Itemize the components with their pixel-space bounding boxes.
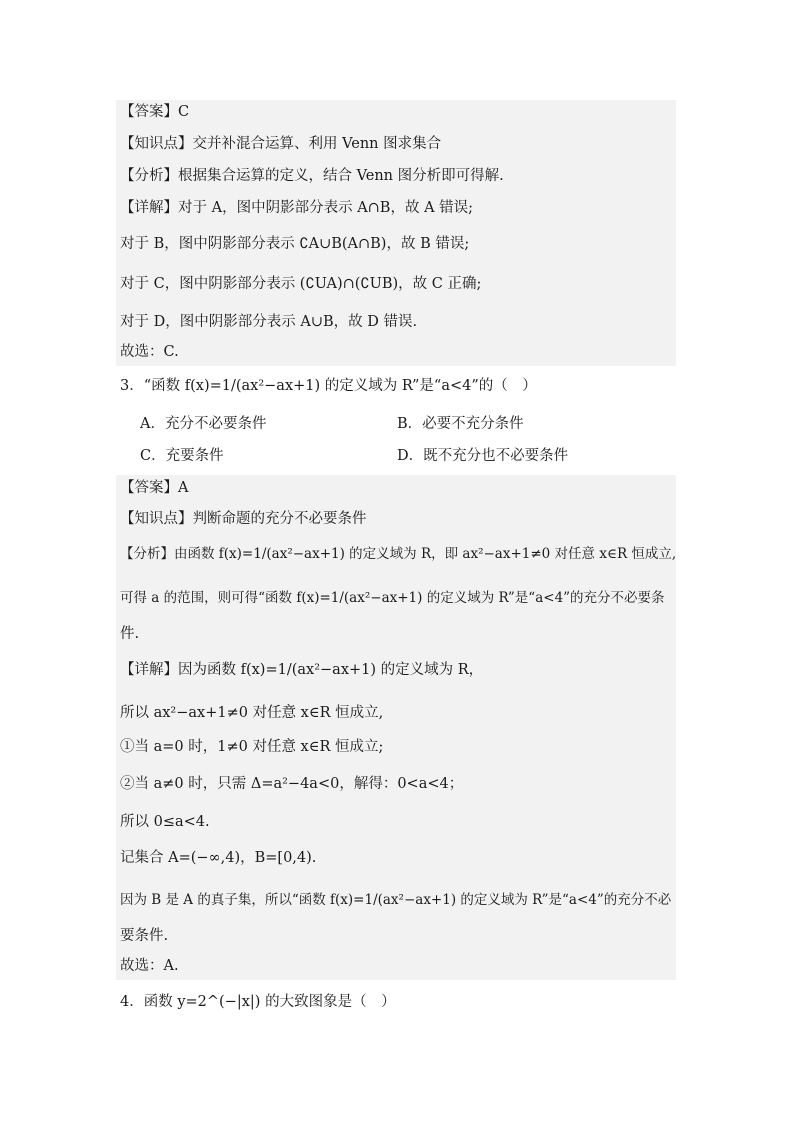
q3-detail-8: 要条件.	[120, 928, 169, 944]
q3-detail-5: 所以 0≤a<4.	[120, 814, 210, 830]
q3-detail-4: ②当 a≠0 时，只需 Δ=a²−4a<0，解得：0<a<4；	[120, 776, 464, 792]
q3-detail-6: 记集合 A=(−∞,4)，B=[0,4).	[120, 850, 317, 866]
q2-knowledge: 【知识点】交并补混合运算、利用 Venn 图求集合	[120, 136, 442, 152]
q3-detail-1: 【详解】因为函数 f(x)=1/(ax²−ax+1) 的定义域为 R，	[120, 662, 484, 678]
q2-conclusion: 故选：C.	[120, 344, 179, 360]
q3-option-d: D．既不充分也不必要条件	[397, 448, 569, 464]
q4-stem: 4．函数 y=2^(−|x|) 的大致图象是（ ）	[120, 994, 396, 1010]
q3-analysis-1: 【分析】由函数 f(x)=1/(ax²−ax+1) 的定义域为 R，即 ax²−ax+1≠0 对任意 x∈R 恒成立,	[120, 546, 677, 562]
q3-stem: 3．“函数 f(x)=1/(ax²−ax+1) 的定义域为 R”是“a<4”的（ ）	[120, 378, 537, 394]
q2-answer: 【答案】C	[120, 104, 190, 120]
q3-detail-3: ①当 a=0 时，1≠0 对任意 x∈R 恒成立;	[120, 739, 384, 755]
q3-option-c: C．充要条件	[140, 448, 224, 464]
q3-analysis-3: 件.	[120, 626, 140, 642]
q3-detail-2: 所以 ax²−ax+1≠0 对任意 x∈R 恒成立,	[120, 705, 384, 721]
q3-answer: 【答案】A	[120, 480, 189, 496]
q2-detail-b: 对于 B，图中阴影部分表示 ∁A∪B(A∩B)，故 B 错误;	[120, 236, 470, 252]
q3-option-a: A．充分不必要条件	[140, 416, 267, 432]
q2-detail-c: 对于 C，图中阴影部分表示 (∁UA)∩(∁UB)，故 C 正确;	[120, 276, 482, 292]
q3-conclusion: 故选：A.	[120, 958, 179, 974]
q2-detail-d: 对于 D，图中阴影部分表示 A∪B，故 D 错误.	[120, 314, 418, 330]
q2-analysis: 【分析】根据集合运算的定义，结合 Venn 图分析即可得解.	[120, 168, 504, 184]
q3-option-b: B．必要不充分条件	[397, 416, 524, 432]
q2-detail-a: 【详解】对于 A，图中阴影部分表示 A∩B，故 A 错误;	[120, 200, 474, 216]
q3-detail-7: 因为 B 是 A 的真子集，所以“函数 f(x)=1/(ax²−ax+1) 的定义域为 R”是“a<4”的充分不必	[120, 892, 672, 908]
q3-analysis-2: 可得 a 的范围，则可得“函数 f(x)=1/(ax²−ax+1) 的定义域为 R”是“a<4”的充分不必要条	[120, 590, 665, 606]
q3-knowledge: 【知识点】判断命题的充分不必要条件	[120, 511, 367, 527]
